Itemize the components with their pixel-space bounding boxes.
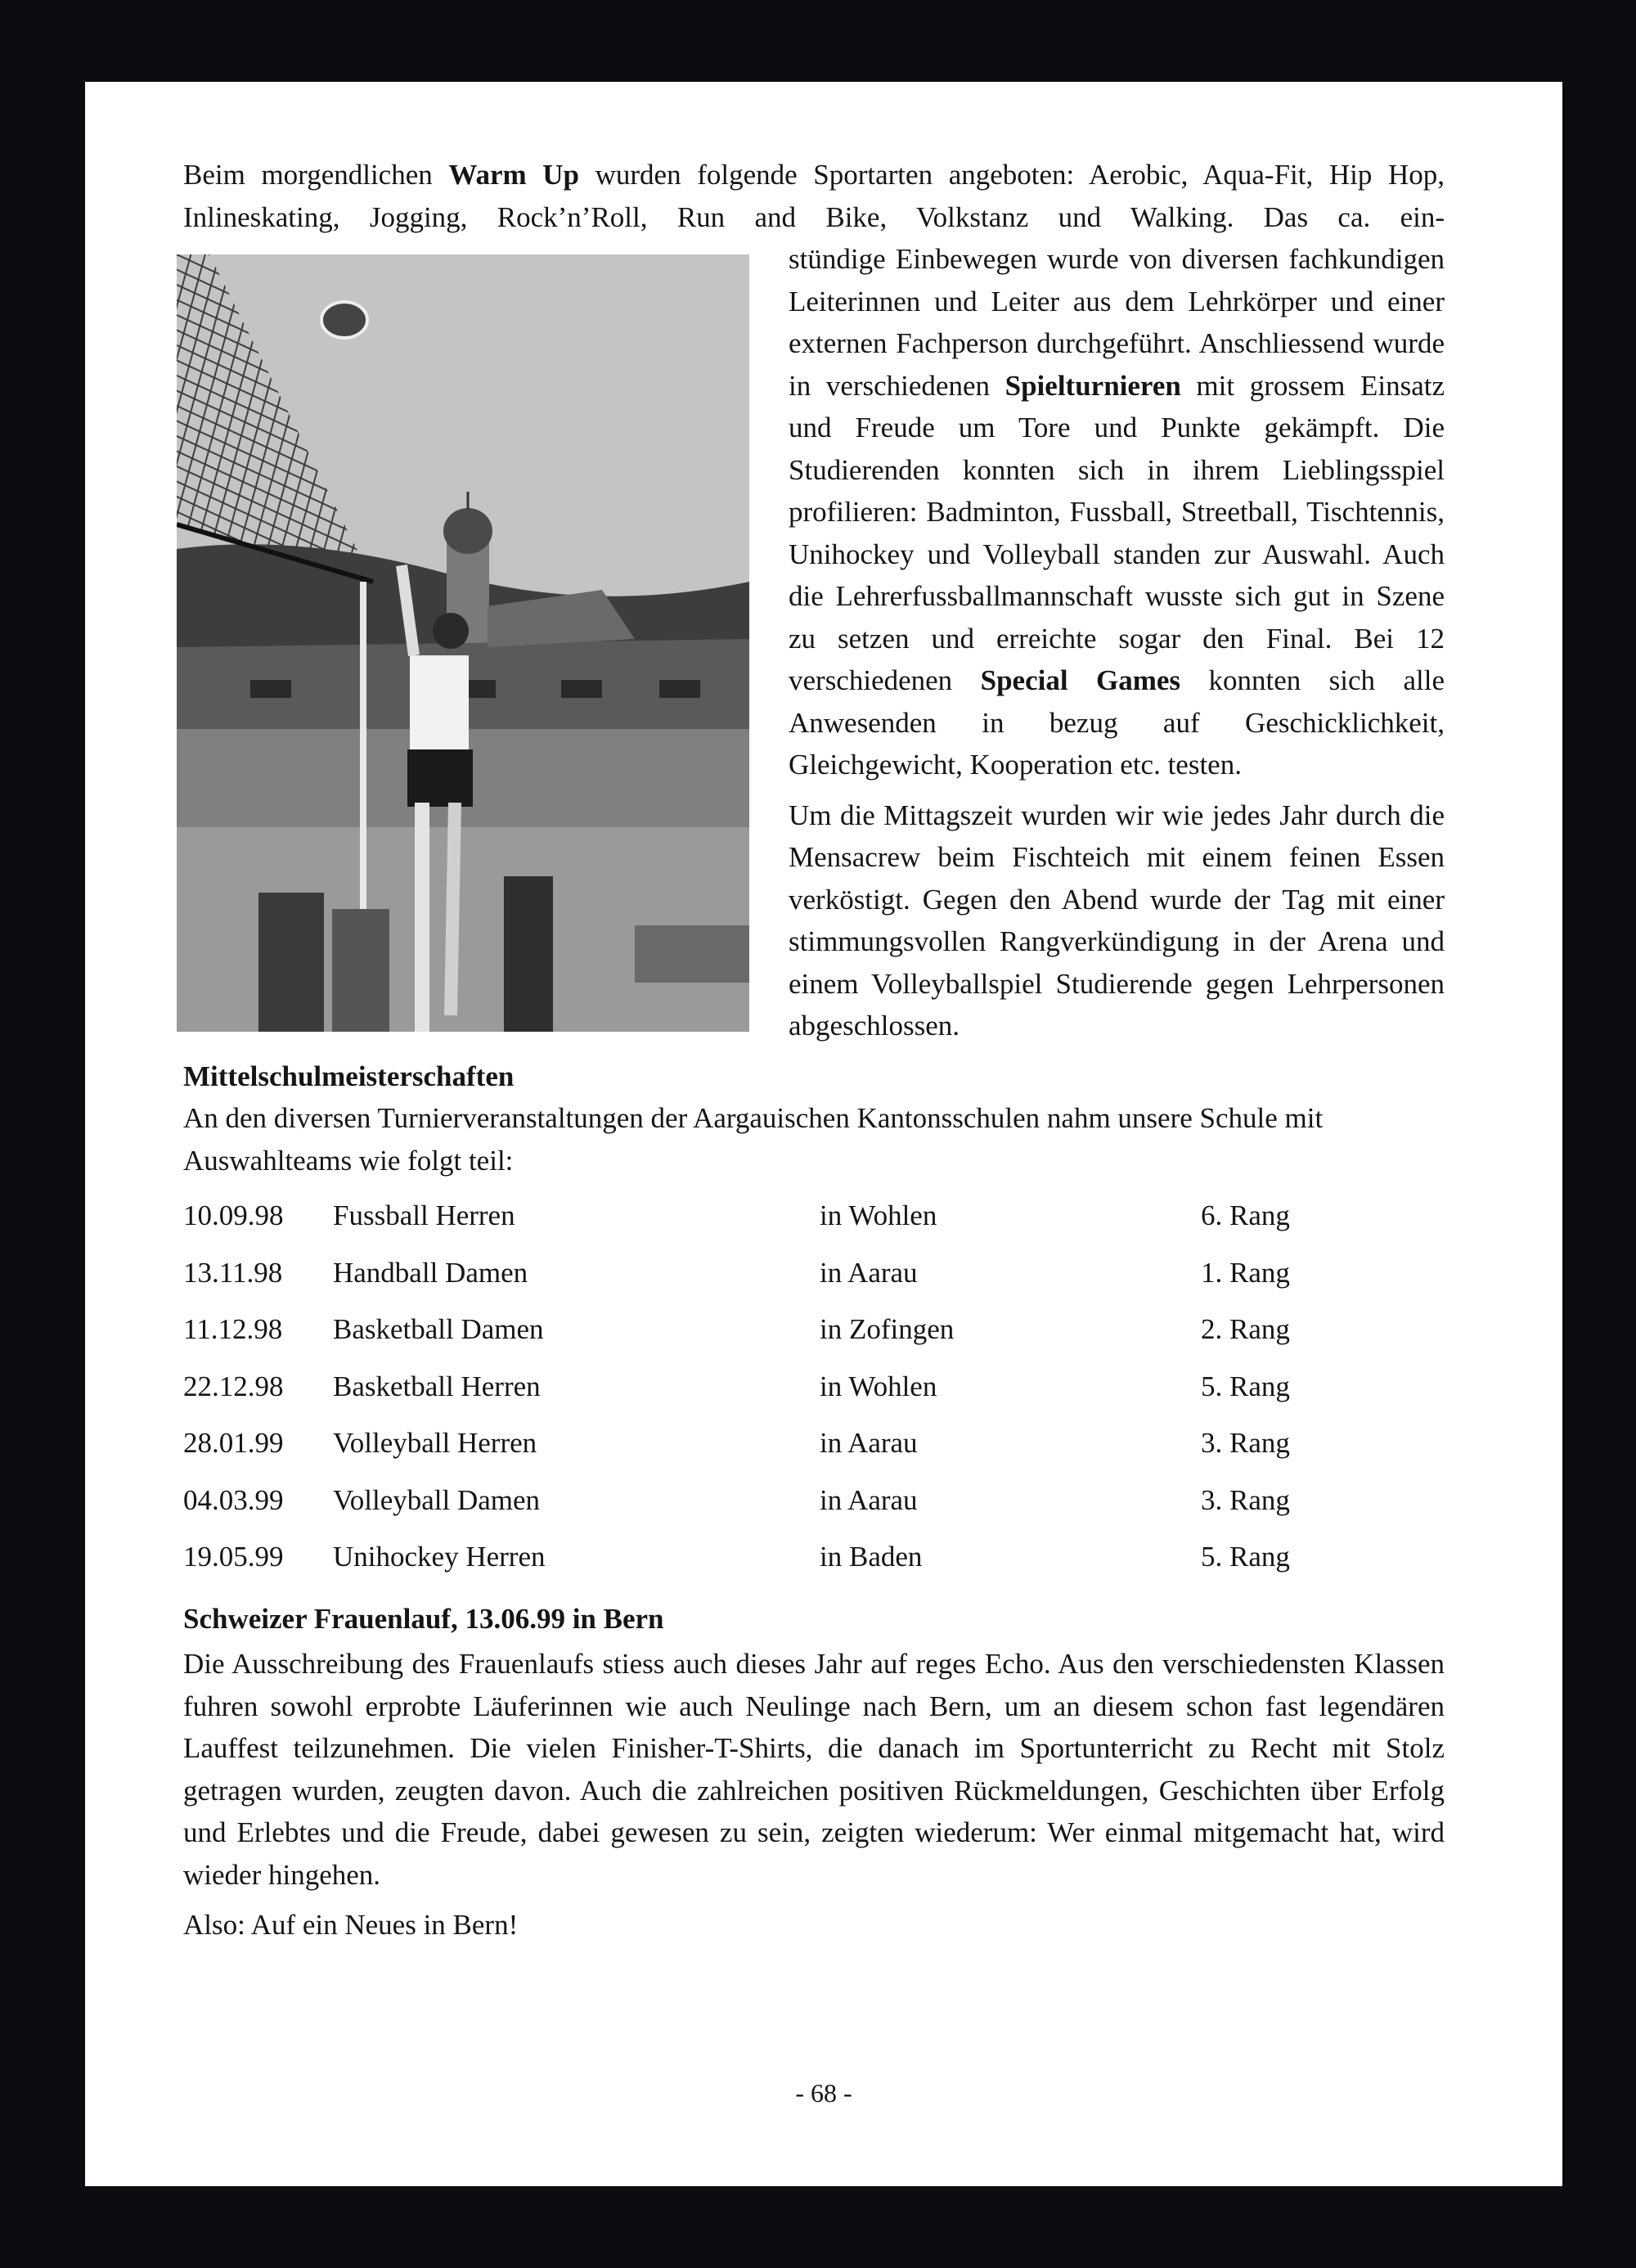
frauenlauf-heading: Schweizer Frauenlauf, 13.06.99 in Bern	[183, 1602, 664, 1635]
result-sport: Fussball Herren	[333, 1199, 515, 1231]
table-row	[183, 1252, 1445, 1309]
results-table	[183, 1195, 1445, 1593]
mittelschul-intro: An den diversen Turnierveranstaltungen der Aargauischen Kantonsschulen nahm unsere Schule mit Auswahlteams wie folgt teil:	[183, 1102, 1324, 1177]
result-rank: 1. Rang	[1201, 1256, 1290, 1289]
result-date: 28.01.99	[183, 1427, 284, 1459]
result-date: 04.03.99	[183, 1483, 284, 1516]
result-rank: 6. Rang	[1201, 1199, 1290, 1231]
result-place: in Wohlen	[820, 1199, 937, 1231]
spielturnieren-bold: Spielturnieren	[1005, 369, 1181, 402]
player-head	[433, 613, 469, 649]
result-rank: 5. Rang	[1201, 1370, 1290, 1402]
result-place: in Aarau	[820, 1256, 918, 1289]
result-sport: Basketball Herren	[333, 1370, 541, 1402]
result-rank: 3. Rang	[1201, 1427, 1290, 1459]
result-rank: 3. Rang	[1201, 1483, 1290, 1516]
frauenlauf-body: Die Ausschreibung des Frauenlaufs stiess auch dieses Jahr auf reges Echo. Aus den verschiedensten Klassen fuhren sowohl erprobte Läuferinnen wie auch Neulinge nach Bern, um an diesem schon fast legendären Lauffest teilzunehmen. Die vielen Finisher-T-Shirts, die danach im Sportunterricht zu Recht mit Stolz getragen wurden, zeugten davon. Auch die zahlreichen positiven Rückmeldungen, Geschichten über Erfolg und Erlebtes und die Freude, dabei gewesen zu sein, zeigten wiederum: Wer einmal mitgemacht hat, wird wieder hingehen.	[183, 1648, 1445, 1891]
player-shirt	[410, 655, 469, 754]
special-games-bold: Special Games	[980, 664, 1181, 696]
result-place: in Aarau	[820, 1427, 918, 1459]
warmup-wrap-post: konnten sich alle Anwesenden in bezug auf Geschicklichkeit, Gleichgewicht, Kooperation etc. testen.	[789, 664, 1445, 781]
result-place: in Baden	[820, 1541, 923, 1573]
table-row	[183, 1479, 1445, 1537]
volleyball-photo	[177, 254, 759, 1033]
tower-dome	[443, 508, 492, 554]
result-place: in Wohlen	[820, 1370, 937, 1402]
frauenlauf-closing: Also: Auf ein Neues in Bern!	[183, 1909, 519, 1941]
result-rank: 2. Rang	[1201, 1313, 1290, 1345]
warmup-wrap-pre: stündige Einbewegen wurde von diversen fachkundigen Leiterinnen und Leiter aus dem Lehrkörper und einer externen Fachperson durchgeführt. Anschliessend wurde in verschiedenen	[789, 243, 1445, 402]
result-sport: Basketball Damen	[333, 1313, 544, 1345]
mittelschul-heading: Mittelschulmeisterschaften	[183, 1060, 515, 1092]
table-row	[183, 1195, 1445, 1252]
warmup-paragraph-top	[183, 154, 1445, 238]
result-date: 22.12.98	[183, 1370, 284, 1402]
volleyball	[321, 302, 367, 338]
warmup-text-pre: Beim morgendlichen	[183, 159, 449, 191]
result-place: in Aarau	[820, 1483, 918, 1516]
table-row	[183, 1536, 1445, 1593]
result-place: in Zofingen	[820, 1313, 955, 1345]
result-date: 11.12.98	[183, 1313, 283, 1345]
warmup-text-post: wurden folgende Sportarten angeboten: Aerobic, Aqua-Fit, Hip Hop, Inlineskating, Jogging, Rock’n’Roll, Run and Bike, Volkstanz und Walking. Das ca. ein-	[183, 159, 1445, 233]
result-sport: Unihockey Herren	[333, 1541, 546, 1573]
warmup-bold: Warm Up	[448, 159, 579, 191]
warmup-wrap-mid: mit grossem Einsatz und Freude um Tore und Punkte gekämpft. Die Studierenden konnten sich in ihrem Lieblingsspiel profilieren: Badminton, Fussball, Streetball, Tischtennis, Unihockey und Volleyball standen zur Auswahl. Auch die Lehrerfussballmannschaft wusste sich gut in Szene zu setzen und erreichte sogar den Final. Bei 12 verschiedenen	[789, 369, 1445, 696]
result-sport: Handball Damen	[333, 1256, 528, 1289]
page-content	[183, 154, 1445, 1946]
result-rank: 5. Rang	[1201, 1541, 1290, 1573]
photo-image	[177, 254, 749, 1032]
player-shorts	[407, 749, 473, 807]
photo-illustration	[177, 254, 749, 1032]
table-row	[183, 1366, 1445, 1423]
result-date: 19.05.99	[183, 1541, 284, 1573]
result-date: 10.09.98	[183, 1199, 284, 1231]
document-page	[85, 82, 1562, 2186]
page-number: - 68 -	[795, 2078, 852, 2108]
result-date: 13.11.98	[183, 1256, 283, 1289]
table-row	[183, 1422, 1445, 1479]
table-row	[183, 1308, 1445, 1366]
lunch-paragraph: Um die Mittagszeit wurden wir wie jedes Jahr durch die Mensacrew beim Fischteich mit einem feinen Essen verköstigt. Gegen den Abend wurde der Tag mit einer stimmungsvollen Rangverkündigung in der Arena und einem Volleyballspiel Studierende gegen Lehrpersonen abgeschlossen.	[789, 799, 1445, 1042]
result-sport: Volleyball Herren	[333, 1427, 537, 1459]
result-sport: Volleyball Damen	[333, 1483, 541, 1516]
